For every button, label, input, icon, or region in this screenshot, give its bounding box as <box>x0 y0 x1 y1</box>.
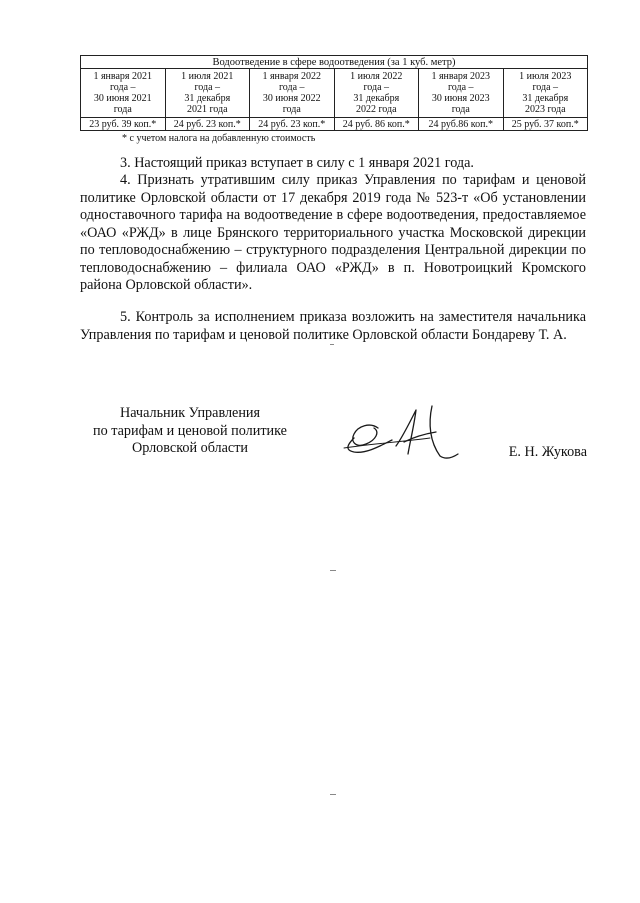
table-header: Водоотведение в сфере водоотведения (за 1 куб. метр) <box>81 56 588 69</box>
scan-speck <box>330 794 336 795</box>
paragraph-4: 4. Признать утратившим силу приказ Управления по тарифам и ценовой политике Орловской области от 17 декабря 2019 года № 523-т «Об установлении одноставочного тарифа на водоотведение в сфере водоотведения, предоставляемое «ОАО «РЖД» в лице Брянского территориального участка Московской дирекции по тепловодоснабжению – структурного подразделения Центральной дирекции по тепловодоснабжению – филиала ОАО «РЖД» в п. Новотроицкий Кромского района Орловской области». <box>80 172 586 293</box>
scan-speck <box>330 570 336 571</box>
price-cell: 23 руб. 39 коп.* <box>81 118 166 131</box>
price-cell: 24 руб.86 коп.* <box>419 118 504 131</box>
price-cell: 24 руб. 23 коп.* <box>165 118 250 131</box>
handwritten-signature <box>340 398 470 468</box>
paragraph-3: 3. Настоящий приказ вступает в силу с 1 января 2021 года. <box>120 155 474 171</box>
price-cell: 25 руб. 37 коп.* <box>503 118 588 131</box>
signatory-title-line: Орловской области <box>131 440 249 456</box>
paragraph-3-container <box>80 155 586 173</box>
table-footnote: * с учетом налога на добавленную стоимость <box>122 133 316 144</box>
table-row-prices <box>81 118 588 131</box>
period-cell: 1 июля 2023 года – 31 декабря 2023 года <box>503 69 588 118</box>
period-cell: 1 июля 2022 года – 31 декабря 2022 года <box>334 69 419 118</box>
paragraph-5-container <box>80 309 586 344</box>
table-row-periods <box>81 69 588 118</box>
tariff-table <box>80 55 588 131</box>
paragraph-4-container <box>80 172 586 295</box>
scan-speck <box>330 344 334 345</box>
signatory-title-line: Начальник Управления <box>119 405 261 421</box>
signatory-title-line: по тарифам и ценовой политике <box>93 422 287 439</box>
period-cell: 1 января 2023 года – 30 июня 2023 года <box>419 69 504 118</box>
period-cell: 1 января 2022 года – 30 июня 2022 года <box>250 69 335 118</box>
price-cell: 24 руб. 86 коп.* <box>334 118 419 131</box>
price-cell: 24 руб. 23 коп.* <box>250 118 335 131</box>
signatory-title <box>80 405 300 458</box>
period-cell: 1 июля 2021 года – 31 декабря 2021 года <box>165 69 250 118</box>
paragraph-5: 5. Контроль за исполнением приказа возложить на заместителя начальника Управления по тарифам и ценовой политике Орловской области Бондареву Т. А. <box>80 309 586 343</box>
signatory-name: Е. Н. Жукова <box>508 444 587 460</box>
period-cell: 1 января 2021 года – 30 июня 2021 года <box>81 69 166 118</box>
